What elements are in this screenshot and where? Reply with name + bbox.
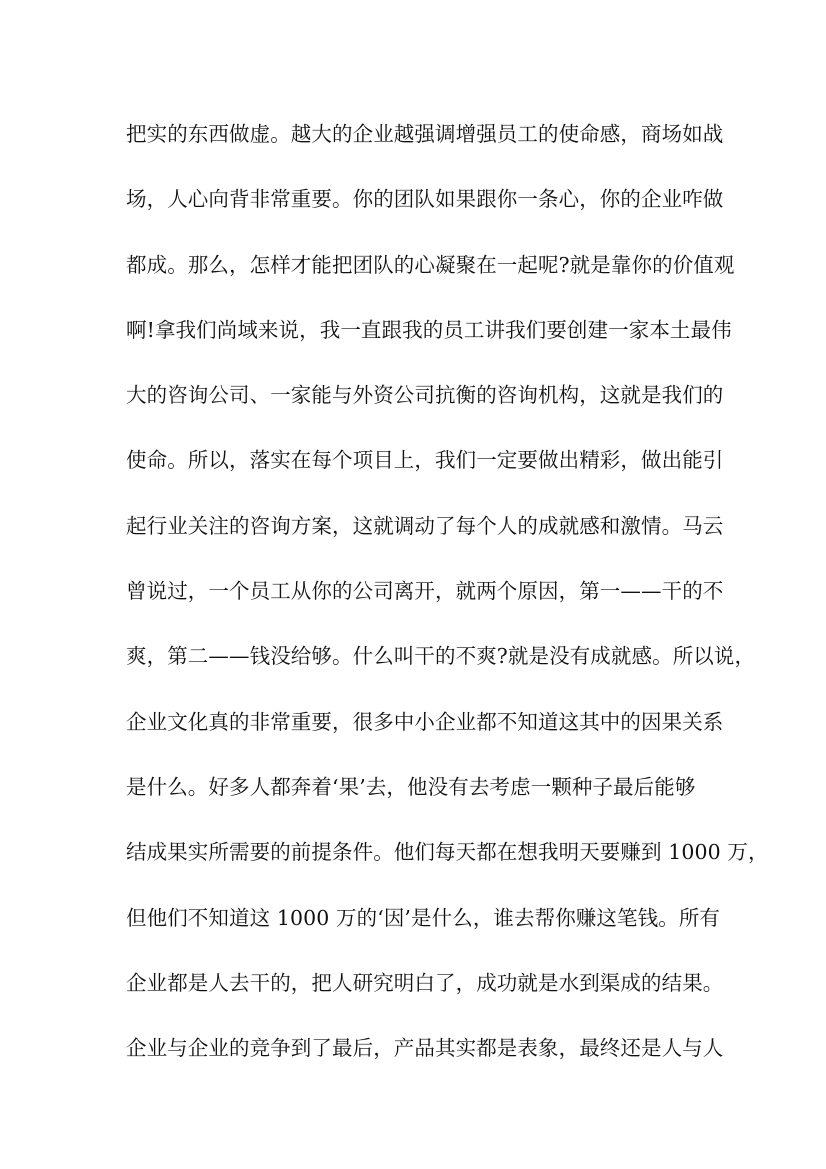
text-line: 起行业关注的咨询方案，这就调动了每个人的成就感和激情。马云 [126, 513, 724, 538]
text-line: 都成。那么，怎样才能把团队的心凝聚在一起呢?就是靠你的价值观 [126, 252, 735, 277]
text-line: 啊!拿我们尚域来说，我一直跟我的员工讲我们要创建一家本土最伟 [126, 317, 732, 342]
text-line: 大的咨询公司、一家能与外资公司抗衡的咨询机构，这就是我们的 [126, 383, 724, 408]
text-line: 但他们不知道这 1000 万的‘因’是什么，谁去帮你赚这笔钱。所有 [126, 905, 721, 930]
text-line: 企业文化真的非常重要，很多中小企业都不知道这其中的因果关系 [126, 709, 724, 734]
text-line: 企业都是人去干的，把人研究明白了，成功就是水到渠成的结果。 [126, 970, 724, 995]
text-line: 爽，第二——钱没给够。什么叫干的不爽?就是没有成就感。所以说， [126, 644, 756, 669]
text-line: 企业与企业的竞争到了最后，产品其实都是表象，最终还是人与人 [126, 1036, 724, 1061]
body-text [126, 112, 769, 1091]
text-line: 结成果实所需要的前提条件。他们每天都在想我明天要赚到 1000 万， [126, 840, 769, 865]
text-line: 曾说过，一个员工从你的公司离开，就两个原因，第一——干的不 [126, 579, 724, 604]
text-line: 把实的东西做虚。越大的企业越强调增强员工的使命感，商场如战 [126, 122, 724, 146]
text-line: 使命。所以，落实在每个项目上，我们一定要做出精彩，做出能引 [126, 448, 724, 473]
text-line: 是什么。好多人都奔着‘果’去，他没有去考虑一颗种子最后能够 [126, 774, 696, 799]
text-line: 场，人心向背非常重要。你的团队如果跟你一条心，你的企业咋做 [126, 187, 724, 212]
